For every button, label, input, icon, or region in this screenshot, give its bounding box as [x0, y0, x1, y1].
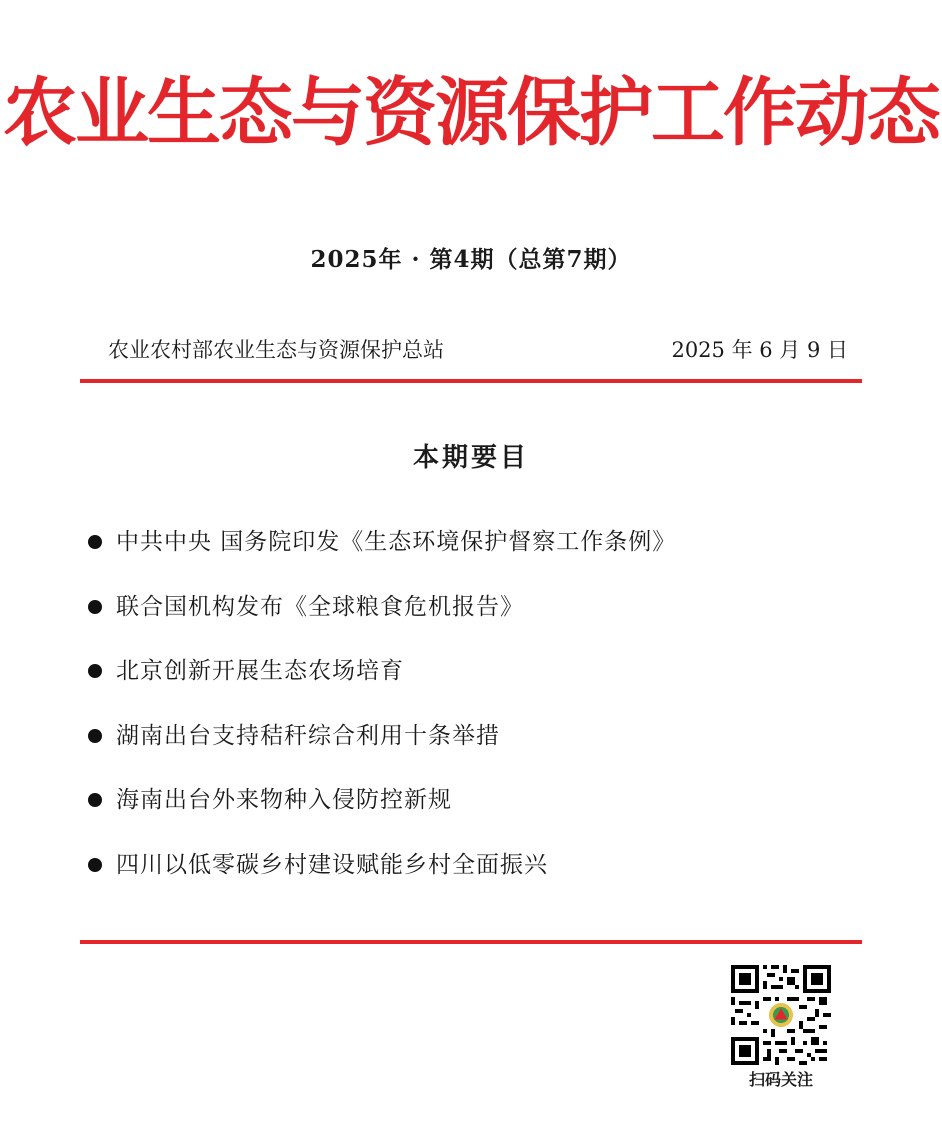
bullet-icon — [88, 535, 102, 549]
bullet-icon — [88, 664, 102, 678]
qr-block — [731, 965, 831, 1091]
bullet-icon — [88, 858, 102, 872]
publisher-row — [108, 334, 848, 366]
bottom-divider — [80, 940, 862, 944]
qr-code-icon[interactable] — [731, 965, 831, 1065]
contents-item[interactable] — [88, 575, 848, 640]
contents-item[interactable] — [88, 768, 848, 833]
contents-item-text: 北京创新开展生态农场培育 — [116, 658, 404, 685]
bullet-icon — [88, 793, 102, 807]
publish-date: 2025 年 6 月 9 日 — [671, 338, 848, 362]
bullet-icon — [88, 600, 102, 614]
contents-heading: 本期要目 — [412, 443, 529, 473]
qr-caption: 扫码关注 — [748, 1070, 813, 1089]
contents-item-text: 湖南出台支持秸秆综合利用十条举措 — [116, 722, 500, 749]
bullet-icon — [88, 729, 102, 743]
contents-list — [88, 510, 848, 897]
top-divider — [80, 379, 862, 383]
contents-item-text: 四川以低零碳乡村建设赋能乡村全面振兴 — [116, 851, 548, 878]
contents-item[interactable] — [88, 639, 848, 704]
contents-item-text: 海南出台外来物种入侵防控新规 — [116, 787, 452, 814]
publication-title: 农业生态与资源保护工作动态 — [3, 70, 939, 156]
contents-item[interactable] — [88, 510, 848, 575]
contents-item-text: 联合国机构发布《全球粮食危机报告》 — [116, 593, 524, 620]
contents-item[interactable] — [88, 704, 848, 769]
publisher-name: 农业农村部农业生态与资源保护总站 — [108, 338, 444, 362]
contents-item[interactable] — [88, 833, 848, 898]
issue-number: 2025年 · 第4期（总第7期） — [310, 246, 632, 273]
contents-item-text: 中共中央 国务院印发《生态环境保护督察工作条例》 — [116, 529, 677, 556]
